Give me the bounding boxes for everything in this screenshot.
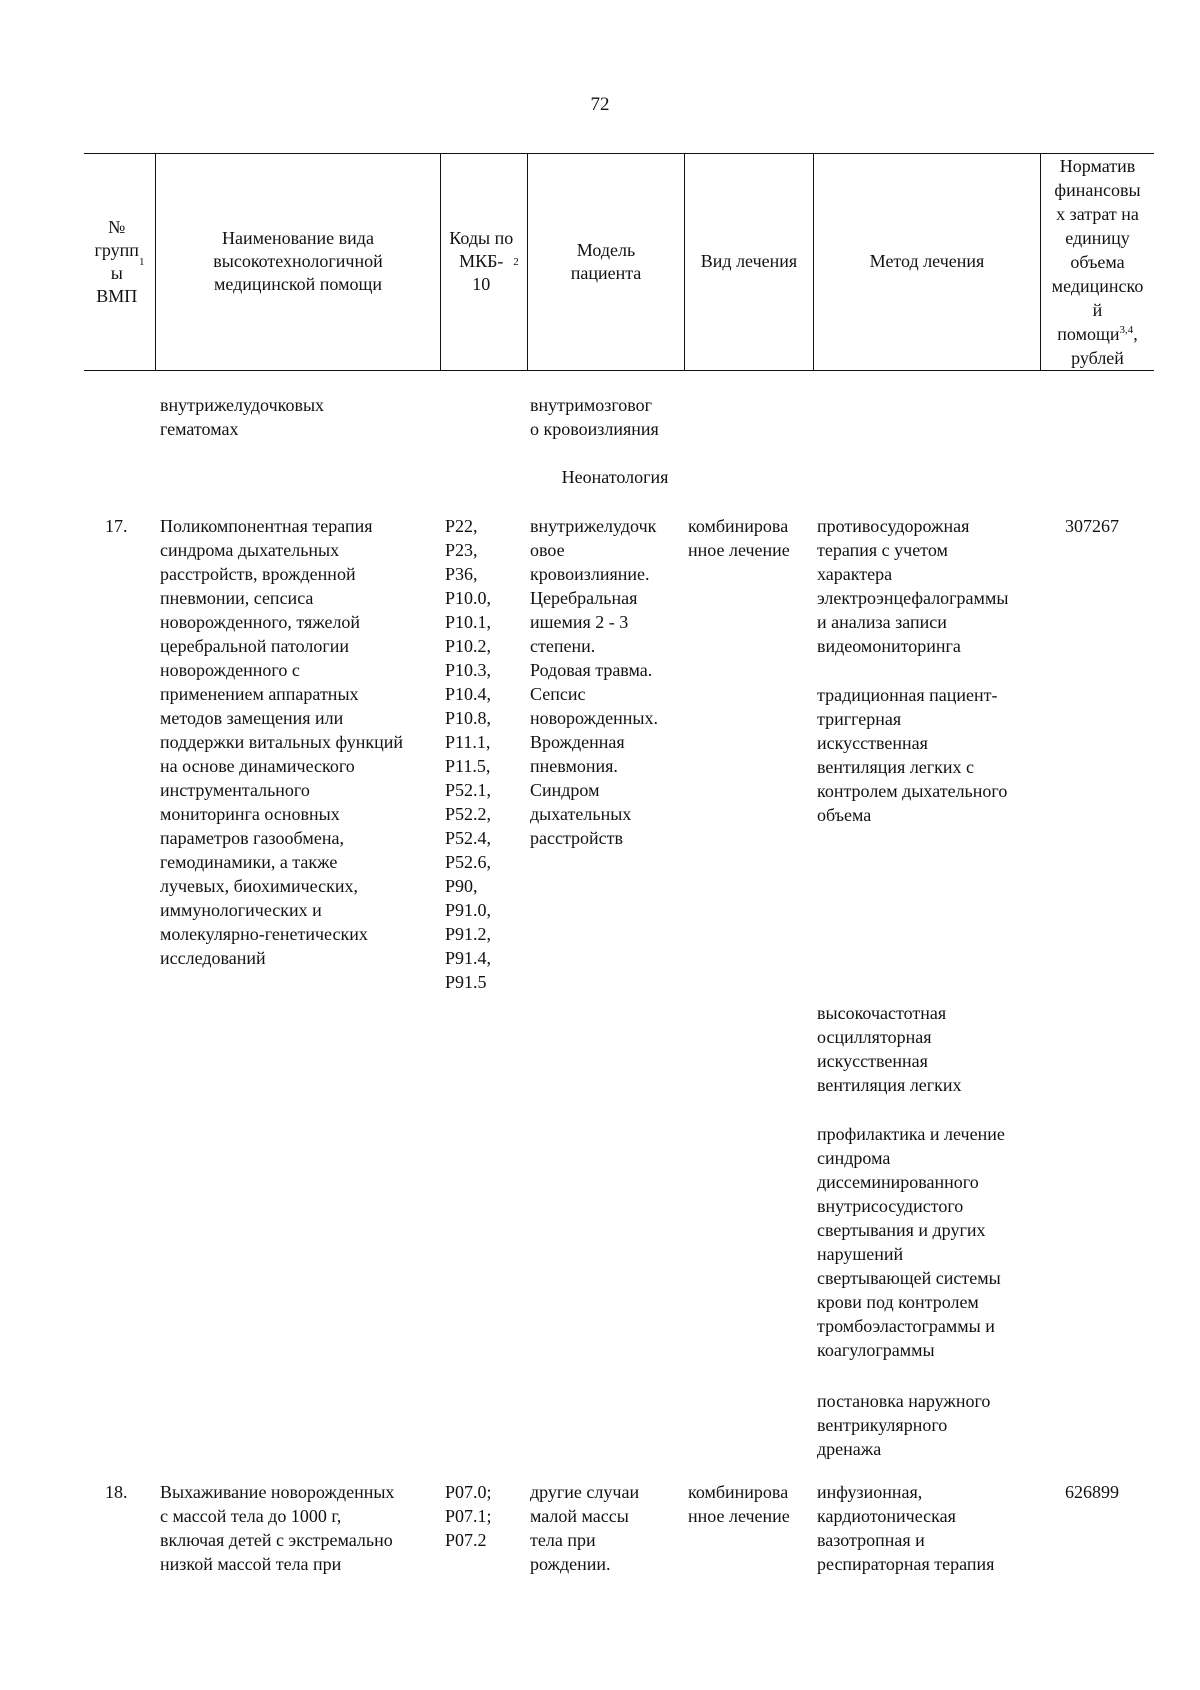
header-cost-norm-text	[1052, 154, 1144, 370]
row-care-name: Поликомпонентная терапия синдрома дыхательных расстройств, врожденной пневмонии, сепсиса новорожденного, тяжелой церебральной патологии новорожденного с применением аппаратных методов замещения или поддержки витальных функций на основе динамического инструментального мониторинга основных параметров газообмена, гемодинамики, а также лучевых, биохимических, иммунологических и молекулярно-генетических исследований	[160, 516, 404, 968]
row-method: противосудорожная терапия с учетом характера электроэнцефалограммы и анализа записи видеомониторинга	[817, 516, 1009, 656]
row-number: 17.	[105, 516, 128, 536]
header-cost-norm-tail: , рублей	[1071, 323, 1138, 368]
header-cost-norm-main: Норматив финансовы х затрат на единицу объема медицинско й помощи	[1051, 155, 1144, 344]
footnote-mark: 3,4	[1119, 323, 1134, 336]
header-icd-codes-text: Коды по МКБ- 10	[449, 228, 514, 294]
header-patient-model: Модель пациента	[570, 239, 642, 283]
row-cost-norm: 307267	[1065, 516, 1119, 536]
row-patient-model: внутрижелудочк овое кровоизлияние. Церебральная ишемия 2 - 3 степени. Родовая травма. Сепсис новорожденных. Врожденная пневмония. Синдром дыхательных расстройств	[530, 516, 659, 848]
header-cost-norm	[1041, 153, 1154, 370]
section-title: Неонатология	[561, 467, 669, 487]
page-number: 72	[590, 94, 610, 115]
row-method: традиционная пациент- триггерная искусственная вентиляция легких с контролем дыхательного объема	[817, 685, 1008, 825]
header-treatment-type: Вид лечения	[700, 251, 798, 271]
row-treatment-type: комбинирова нное лечение	[688, 516, 790, 560]
row-method: высокочастотная осцилляторная искусственная вентиляция легких	[817, 1003, 962, 1095]
header-care-name: Наименование вида высокотехнологичной медицинской помощи	[213, 228, 383, 294]
row-care-name: Выхаживание новорожденных с массой тела до 1000 г, включая детей с экстремально низкой массой тела при	[160, 1482, 395, 1574]
row-method: профилактика и лечение синдрома диссеминированного внутрисосудистого свертывания и других нарушений свертывающей системы крови под контролем тромбоэластограммы и коагулограммы	[817, 1124, 1005, 1360]
header-group-number-text: № групп ы ВМП	[94, 216, 139, 306]
row-treatment-type: комбинирова нное лечение	[688, 1482, 790, 1526]
header-treatment-method: Метод лечения	[869, 251, 985, 271]
row-icd-codes: P07.0; P07.1; P07.2	[445, 1482, 492, 1550]
row-cost-norm: 626899	[1065, 1482, 1119, 1502]
header-icd-codes: Коды по МКБ- 10 2	[449, 228, 519, 294]
row-number: 18.	[105, 1482, 128, 1502]
row-method: постановка наружного вентрикулярного дренажа	[817, 1391, 991, 1459]
row-icd-codes: P22, P23, P36, P10.0, P10.1, P10.2, P10.3, P10.4, P10.8, P11.1, P11.5, P52.1, P52.2, P52.4, P52.6, P90, P91.0, P91.2, P91.4, P91.5	[445, 516, 492, 992]
header-group-number: № групп ы ВМП 1	[94, 216, 145, 306]
row-method: инфузионная, кардиотоническая вазотропная и респираторная терапия	[817, 1482, 995, 1574]
row-patient-model: другие случаи малой массы тела при рождении.	[530, 1482, 640, 1574]
continuation-patient-model: внутримозговог о кровоизлияния	[530, 395, 659, 439]
header-bottom-rule	[84, 370, 1154, 371]
continuation-care-name: внутрижелудочковых гематомах	[160, 395, 325, 439]
